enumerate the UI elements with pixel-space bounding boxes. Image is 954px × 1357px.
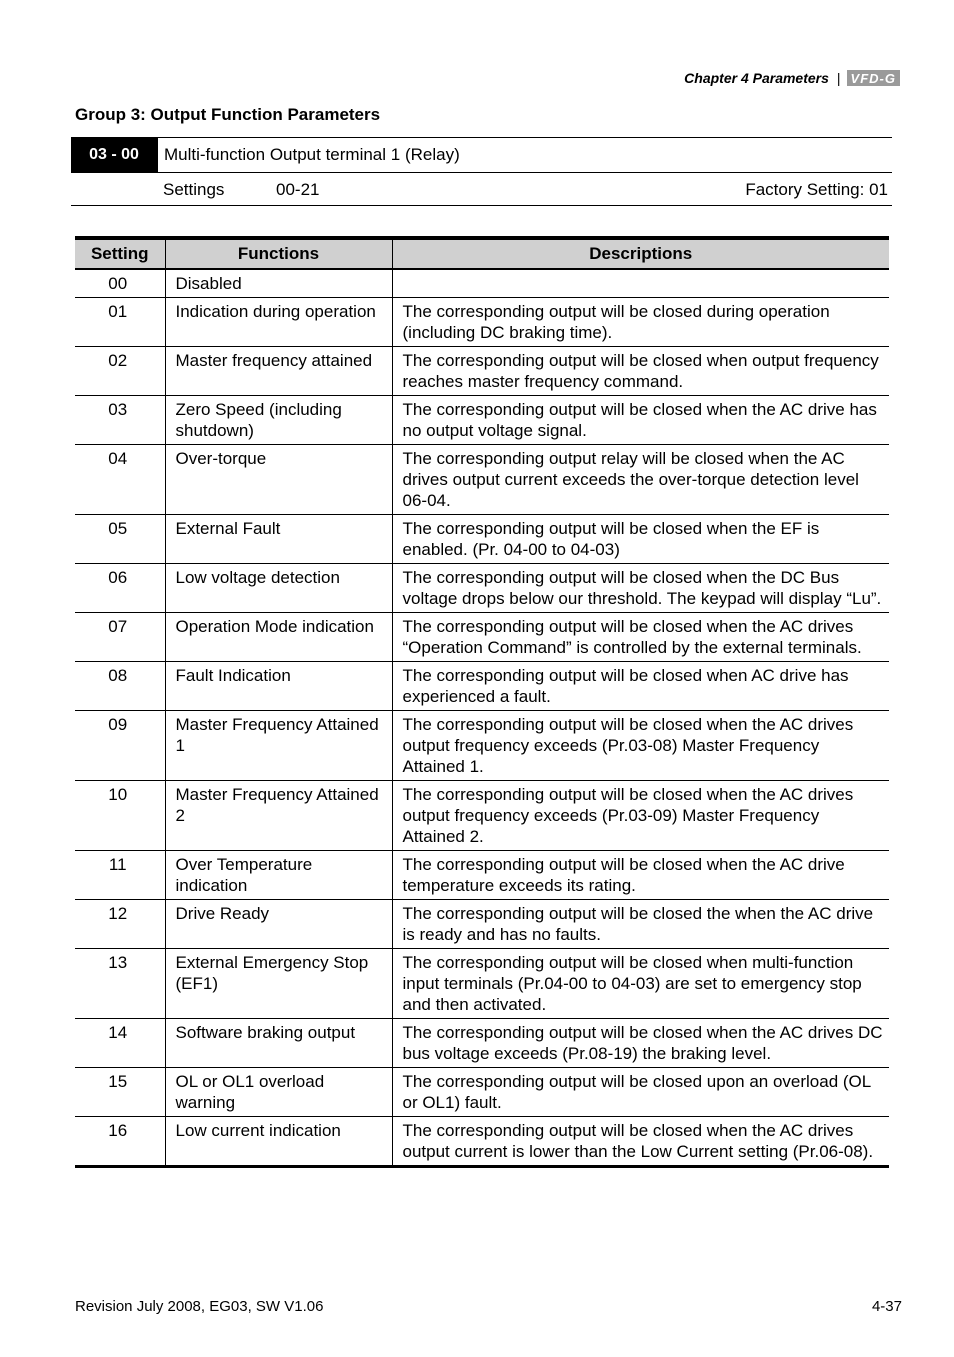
parameter-code: 03 - 00: [71, 138, 157, 172]
setting-cell: 02: [75, 347, 165, 396]
description-cell: The corresponding output will be closed when multi-function input terminals (Pr.04-00 to 04-03) are set to emergency stop and then activated.: [392, 949, 889, 1019]
page-number: 4-37: [871, 1298, 902, 1315]
header-separator: |: [836, 70, 841, 86]
setting-cell: 03: [75, 396, 165, 445]
setting-cell: 11: [75, 851, 165, 900]
description-cell: The corresponding output will be closed when the AC drives output frequency exceeds (Pr.03-09) Master Frequency Attained 2.: [392, 781, 889, 851]
table-row: [75, 1117, 889, 1167]
setting-cell: 15: [75, 1068, 165, 1117]
chapter-title: Chapter 4 Parameters: [684, 70, 829, 86]
header-setting: Setting: [75, 238, 165, 269]
table-row: [75, 613, 889, 662]
description-cell: The corresponding output will be closed when the AC drives output frequency exceeds (Pr.03-08) Master Frequency Attained 1.: [392, 711, 889, 781]
function-cell: Master Frequency Attained 1: [165, 711, 392, 781]
table-row: [75, 515, 889, 564]
function-cell: External Emergency Stop (EF1): [165, 949, 392, 1019]
table-row: [75, 269, 889, 298]
table-row: [75, 711, 889, 781]
setting-cell: 07: [75, 613, 165, 662]
chapter-header: [684, 68, 900, 88]
description-cell: The corresponding output will be closed when the EF is enabled. (Pr. 04-00 to 04-03): [392, 515, 889, 564]
table-row: [75, 298, 889, 347]
vfd-g-logo: VFD-G: [847, 70, 900, 86]
function-cell: Low current indication: [165, 1117, 392, 1167]
description-cell: The corresponding output will be closed when the AC drives output current is lower than the Low Current setting (Pr.06-08).: [392, 1117, 889, 1167]
description-cell: The corresponding output will be closed the when the AC drive is ready and has no faults.: [392, 900, 889, 949]
header-descriptions: Descriptions: [392, 238, 889, 269]
function-cell: Indication during operation: [165, 298, 392, 347]
table-row: [75, 1019, 889, 1068]
settings-label: Settings: [163, 180, 225, 199]
header-functions: Functions: [165, 238, 392, 269]
parameter-name: Multi-function Output terminal 1 (Relay): [157, 138, 892, 172]
setting-cell: 12: [75, 900, 165, 949]
function-cell: Over-torque: [165, 445, 392, 515]
table-row: [75, 445, 889, 515]
description-cell: The corresponding output will be closed when the AC drives “Operation Command” is controlled by the external terminals.: [392, 613, 889, 662]
table-row: [75, 1068, 889, 1117]
setting-cell: 06: [75, 564, 165, 613]
table-header-row: [75, 238, 889, 269]
setting-cell: 10: [75, 781, 165, 851]
table-row: [75, 900, 889, 949]
description-cell: The corresponding output will be closed when the AC drive temperature exceeds its rating.: [392, 851, 889, 900]
function-cell: Zero Speed (including shutdown): [165, 396, 392, 445]
description-cell: The corresponding output will be closed when the DC Bus voltage drops below our threshold. The keypad will display “Lu”.: [392, 564, 889, 613]
setting-cell: 08: [75, 662, 165, 711]
setting-cell: 04: [75, 445, 165, 515]
description-cell: The corresponding output will be closed when the AC drives DC bus voltage exceeds (Pr.08-19) the braking level.: [392, 1019, 889, 1068]
description-cell: The corresponding output relay will be closed when the AC drives output current exceeds the over-torque detection level 06-04.: [392, 445, 889, 515]
table-row: [75, 662, 889, 711]
description-cell: The corresponding output will be closed upon an overload (OL or OL1) fault.: [392, 1068, 889, 1117]
function-cell: Fault Indication: [165, 662, 392, 711]
setting-cell: 00: [108, 274, 128, 293]
function-cell: Over Temperature indication: [165, 851, 392, 900]
setting-cell: 13: [75, 949, 165, 1019]
setting-cell: 01: [75, 298, 165, 347]
function-cell: Disabled: [165, 269, 392, 298]
table-row: [75, 851, 889, 900]
function-cell: Software braking output: [165, 1019, 392, 1068]
setting-cell: 09: [75, 711, 165, 781]
function-cell: Drive Ready: [165, 900, 392, 949]
description-cell: The corresponding output will be closed when the AC drive has no output voltage signal.: [392, 396, 889, 445]
function-cell: OL or OL1 overload warning: [165, 1068, 392, 1117]
parameter-header: [71, 137, 892, 206]
settings-table: [75, 236, 889, 1168]
function-cell: Operation Mode indication: [165, 613, 392, 662]
function-cell: External Fault: [165, 515, 392, 564]
factory-setting: Factory Setting: 01: [745, 180, 888, 199]
description-cell: The corresponding output will be closed when AC drive has experienced a fault.: [392, 662, 889, 711]
table-row: [75, 347, 889, 396]
table-row: [75, 949, 889, 1019]
function-cell: Master frequency attained: [165, 347, 392, 396]
settings-range: 00-21: [276, 180, 320, 199]
table-row: [75, 781, 889, 851]
function-cell: Low voltage detection: [165, 564, 392, 613]
group-title: Group 3: Output Function Parameters: [75, 105, 381, 124]
table-row: [75, 396, 889, 445]
setting-cell: 14: [75, 1019, 165, 1068]
function-cell: Master Frequency Attained 2: [165, 781, 392, 851]
setting-cell: 16: [75, 1117, 165, 1167]
description-cell: The corresponding output will be closed when output frequency reaches master frequency command.: [392, 347, 889, 396]
table-row: [75, 564, 889, 613]
footer-revision: Revision July 2008, EG03, SW V1.06: [75, 1298, 324, 1315]
setting-cell: 05: [75, 515, 165, 564]
description-cell: The corresponding output will be closed during operation (including DC braking time).: [392, 298, 889, 347]
description-cell: [392, 269, 889, 298]
